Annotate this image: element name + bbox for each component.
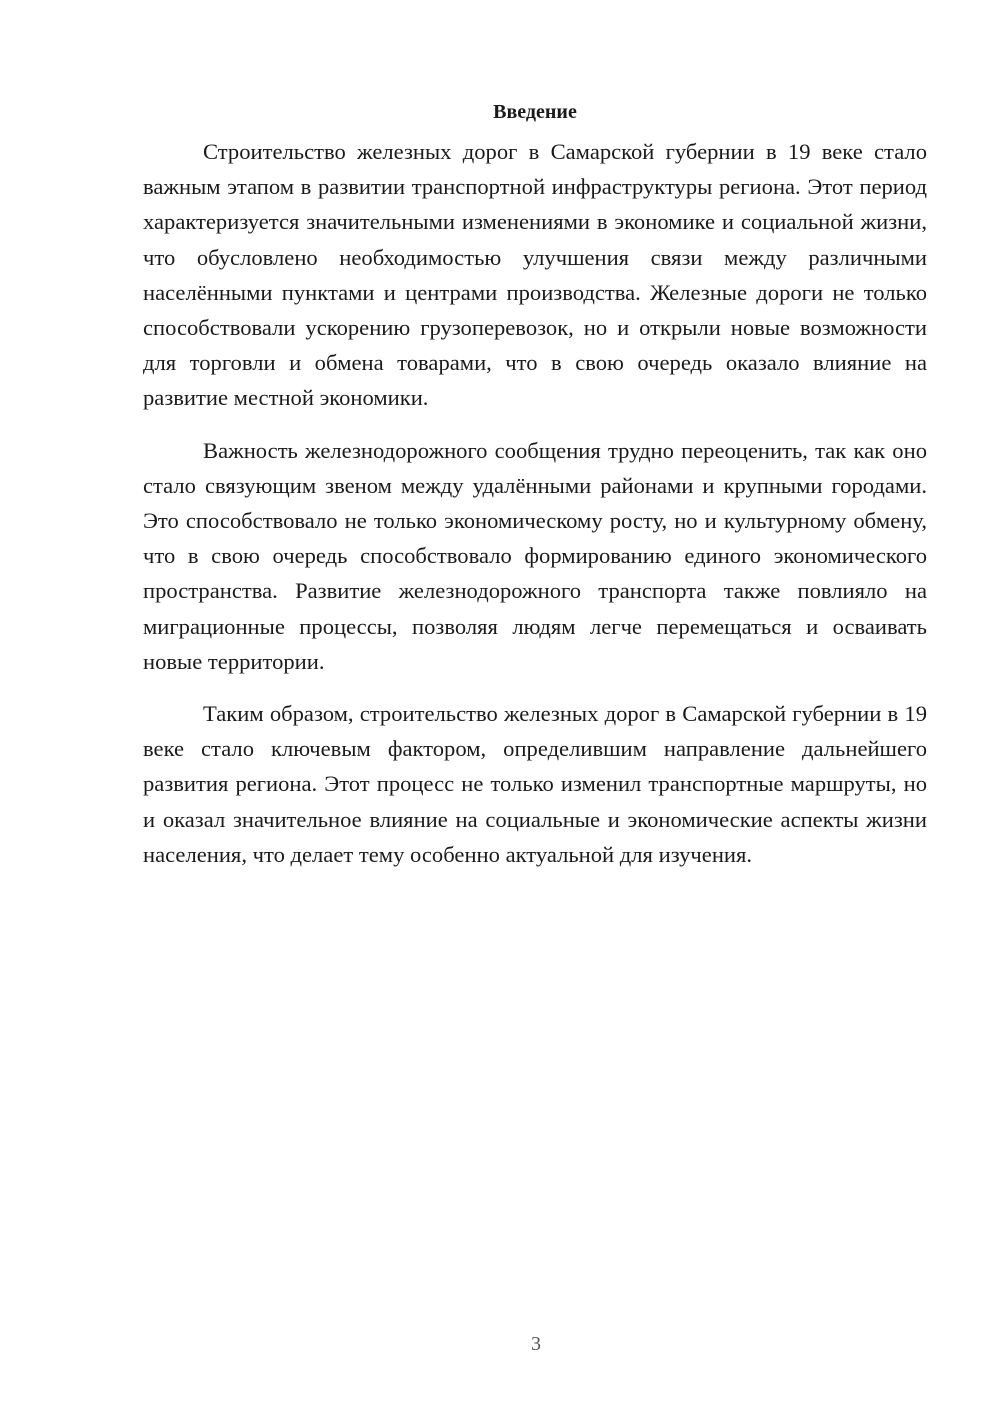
paragraph: Строительство железных дорог в Самарской губернии в 19 веке стало важным этапом в развитии транспортной инфраструктуры региона. Этот период характеризуется значительными изменениями в экономике и социальной жизни, что обусловлено необходимостью улучшения связи между различными населёнными пунктами и центрами производства. Железные дороги не только способствовали ускорению грузоперевозок, но и открыли новые возможности для торговли и обмена товарами, что в свою очередь оказало влияние на развитие местной экономики. xyxy=(143,139,927,411)
paragraph: Важность железнодорожного сообщения трудно переоценить, так как оно стало связующим звеном между удалёнными районами и крупными городами. Это способствовало не только экономическому росту, но и культурному обмену, что в свою очередь способствовало формированию единого экономического пространства. Развитие железнодорожного транспорта также повлияло на миграционные процессы, позволяя людям легче перемещаться и осваивать новые территории. xyxy=(143,437,927,674)
paragraph: Таким образом, строительство железных дорог в Самарской губернии в 19 веке стало ключевым фактором, определившим направление дальнейшего развития региона. Этот процесс не только изменил транспортные маршруты, но и оказал значительное влияние на социальные и экономические аспекты жизни населения, что делает тему особенно актуальной для изучения. xyxy=(143,701,927,867)
section-heading: Введение xyxy=(493,101,577,123)
page-content xyxy=(143,98,927,889)
page-number: 3 xyxy=(531,1333,541,1355)
